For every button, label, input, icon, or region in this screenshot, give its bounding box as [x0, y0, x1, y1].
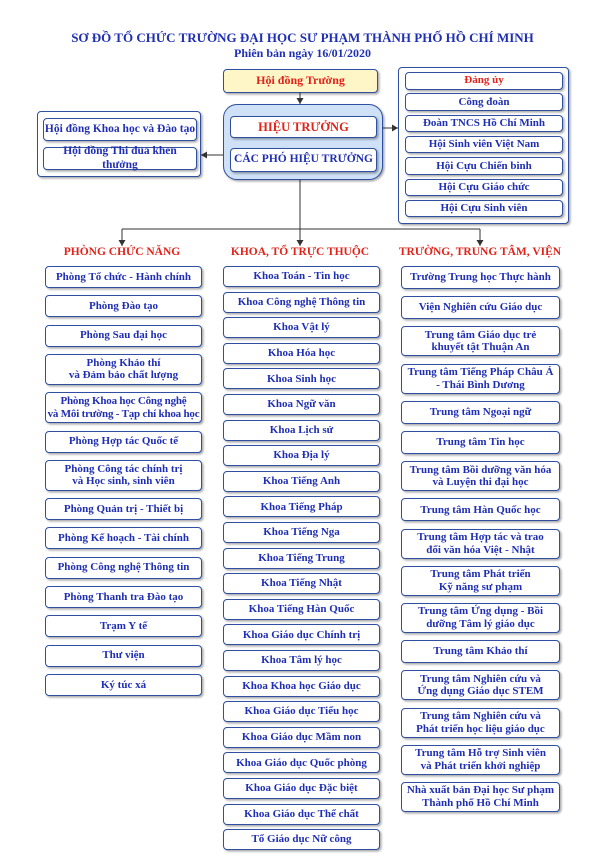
column-header: KHOA, TỔ TRỰC THUỘC [230, 246, 370, 258]
principal-box: HIỆU TRƯỞNG [230, 116, 377, 138]
council-box: Hội đồng Khoa học và Đào tạo [43, 118, 197, 141]
organization-box: Hội Sinh viên Việt Nam [405, 136, 563, 154]
unit-box: Tổ Giáo dục Nữ công [223, 829, 380, 850]
unit-box: Phòng Tổ chức - Hành chính [45, 266, 202, 288]
unit-box: Phòng Sau đại học [45, 325, 202, 347]
unit-box: Nhà xuất bản Đại học Sư phạm Thành phố Hồ Chí Minh [401, 782, 560, 812]
unit-box: Khoa Công nghệ Thông tin [223, 292, 380, 313]
unit-box: Trung tâm Giáo dục trẻ khuyết tật Thuận An [401, 326, 560, 356]
unit-box: Trung tâm Hàn Quốc học [401, 498, 560, 521]
unit-box: Viện Nghiên cứu Giáo dục [401, 296, 560, 319]
unit-box: Phòng Đào tạo [45, 295, 202, 317]
unit-box: Khoa Toán - Tin học [223, 266, 380, 287]
organization-box: Đảng ủy [405, 72, 563, 90]
unit-box: Khoa Tâm lý học [223, 650, 380, 671]
unit-box: Phòng Công nghệ Thông tin [45, 557, 202, 579]
column-header: TRƯỜNG, TRUNG TÂM, VIỆN [398, 246, 562, 258]
unit-box: Khoa Hóa học [223, 343, 380, 364]
unit-box: Phòng Công tác chính trị và Học sinh, sinh viên [45, 460, 202, 491]
unit-box: Khoa Ngữ văn [223, 394, 380, 415]
unit-box: Khoa Tiếng Anh [223, 471, 380, 492]
unit-box: Phòng Kế hoạch - Tài chính [45, 527, 202, 549]
unit-box: Phòng Khoa học Công nghệ và Môi trường - Tạp chí khoa học [45, 392, 202, 423]
organization-box: Công đoàn [405, 93, 563, 111]
organization-box: Hội Cựu Chiến binh [405, 157, 563, 175]
unit-box: Khoa Vật lý [223, 317, 380, 338]
unit-box: Khoa Giáo dục Chính trị [223, 624, 380, 645]
column-header: PHÒNG CHỨC NĂNG [63, 246, 181, 258]
unit-box: Khoa Giáo dục Thể chất [223, 804, 380, 825]
organization-box: Hội Cựu Sinh viên [405, 200, 563, 218]
unit-box: Trung tâm Ngoại ngữ [401, 401, 560, 424]
vice-principals-box: CÁC PHÓ HIỆU TRƯỞNG [230, 148, 377, 172]
unit-box: Phòng Khảo thí và Đảm bảo chất lượng [45, 354, 202, 385]
unit-box: Khoa Giáo dục Mầm non [223, 727, 380, 748]
chart-subtitle: Phiên bản ngày 16/01/2020 [233, 46, 372, 60]
council-box: Hội đồng Thi đua khen thưởng [43, 147, 197, 170]
unit-box: Phòng Quản trị - Thiết bị [45, 498, 202, 520]
unit-box: Khoa Giáo dục Tiểu học [223, 701, 380, 722]
unit-box: Khoa Địa lý [223, 445, 380, 466]
chart-title: SƠ ĐỒ TỔ CHỨC TRƯỜNG ĐẠI HỌC SƯ PHẠM THÀNH PHỐ HỒ CHÍ MINH [71, 30, 534, 45]
unit-box: Khoa Tiếng Nhật [223, 573, 380, 594]
unit-box: Khoa Tiếng Pháp [223, 496, 380, 517]
arrowhead [201, 152, 207, 159]
unit-box: Khoa Lịch sử [223, 420, 380, 441]
unit-box: Trường Trung học Thực hành [401, 266, 560, 289]
unit-box: Trung tâm Hỗ trợ Sinh viên và Phát triển khởi nghiệp [401, 745, 560, 775]
unit-box: Trung tâm Bồi dưỡng văn hóa và Luyện thi đại học [401, 461, 560, 491]
unit-box: Trung tâm Hợp tác và trao đổi văn hóa Việt - Nhật [401, 529, 560, 559]
unit-box: Phòng Hợp tác Quốc tế [45, 431, 202, 453]
unit-box: Trung tâm Khảo thí [401, 640, 560, 663]
unit-box: Trung tâm Phát triển Kỹ năng sư phạm [401, 566, 560, 596]
unit-box: Khoa Tiếng Hàn Quốc [223, 599, 380, 620]
unit-box: Thư viện [45, 645, 202, 667]
unit-box: Phòng Thanh tra Đào tạo [45, 586, 202, 608]
unit-box: Khoa Tiếng Trung [223, 548, 380, 569]
unit-box: Trạm Y tế [45, 615, 202, 637]
unit-box: Trung tâm Ứng dụng - Bồi dưỡng Tâm lý giáo dục [401, 603, 560, 633]
unit-box: Khoa Giáo dục Đặc biệt [223, 778, 380, 799]
unit-box: Khoa Sinh học [223, 368, 380, 389]
unit-box: Trung tâm Nghiên cứu và Ứng dụng Giáo dục STEM [401, 670, 560, 700]
unit-box: Trung tâm Tin học [401, 431, 560, 454]
unit-box: Khoa Tiếng Nga [223, 522, 380, 543]
unit-box: Ký túc xá [45, 674, 202, 696]
unit-box: Khoa Giáo dục Quốc phòng [223, 752, 380, 773]
unit-box: Trung tâm Nghiên cứu và Phát triển học liệu giáo dục [401, 708, 560, 738]
unit-box: Trung tâm Tiếng Pháp Châu Á - Thái Bình Dương [401, 364, 560, 394]
organization-box: Hội Cựu Giáo chức [405, 179, 563, 197]
school-council-box: Hội đồng Trường [223, 69, 378, 93]
organization-box: Đoàn TNCS Hồ Chí Minh [405, 115, 563, 133]
unit-box: Khoa Khoa học Giáo dục [223, 676, 380, 697]
